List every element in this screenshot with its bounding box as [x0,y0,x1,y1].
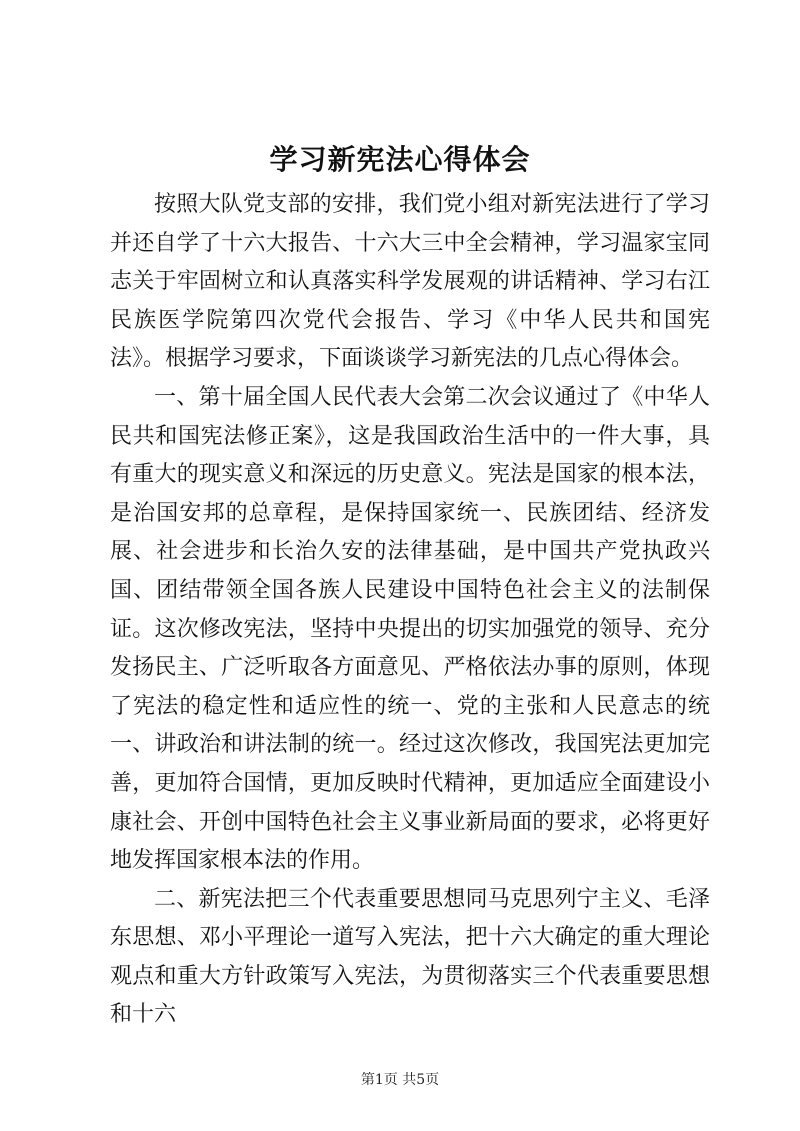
paragraph-section-two: 二、新宪法把三个代表重要思想同马克思列宁主义、毛泽东思想、邓小平理论一道写入宪法，把十六大确定的重大理论观点和重大方针政策写入宪法，为贯彻落实三个代表重要思想和十六 [110,886,710,1028]
document-body [110,186,710,1035]
page-number-footer: 第1页 共5页 [360,1072,440,1088]
paragraph-intro: 按照大队党支部的安排，我们党小组对新宪法进行了学习并还自学了十六大报告、十六大三中全会精神，学习温家宝同志关于牢固树立和认真落实科学发展观的讲话精神、学习右江民族医学院第四次党代会报告、学习《中华人民共和国宪法》。根据学习要求，下面谈谈学习新宪法的几点心得体会。 [110,192,710,372]
paragraph-section-one: 一、第十届全国人民代表大会第二次会议通过了《中华人民共和国宪法修正案》，这是我国政治生活中的一件大事，具有重大的现实意义和深远的历史意义。宪法是国家的根本法，是治国安邦的总章程，是保持国家统一、民族团结、经济发展、社会进步和长治久安的法律基础，是中国共产党执政兴国、团结带领全国各族人民建设中国特色社会主义的法制保证。这次修改宪法，坚持中央提出的切实加强党的领导、充分发扬民主、广泛听取各方面意见、严格依法办事的原则，体现了宪法的稳定性和适应性的统一、党的主张和人民意志的统一、讲政治和讲法制的统一。经过这次修改，我国宪法更加完善，更加符合国情，更加反映时代精神，更加适应全面建设小康社会、开创中国特色社会主义事业新局面的要求，必将更好地发挥国家根本法的作用。 [110,384,710,874]
document-title: 学习新宪法心得体会 [269,143,531,176]
